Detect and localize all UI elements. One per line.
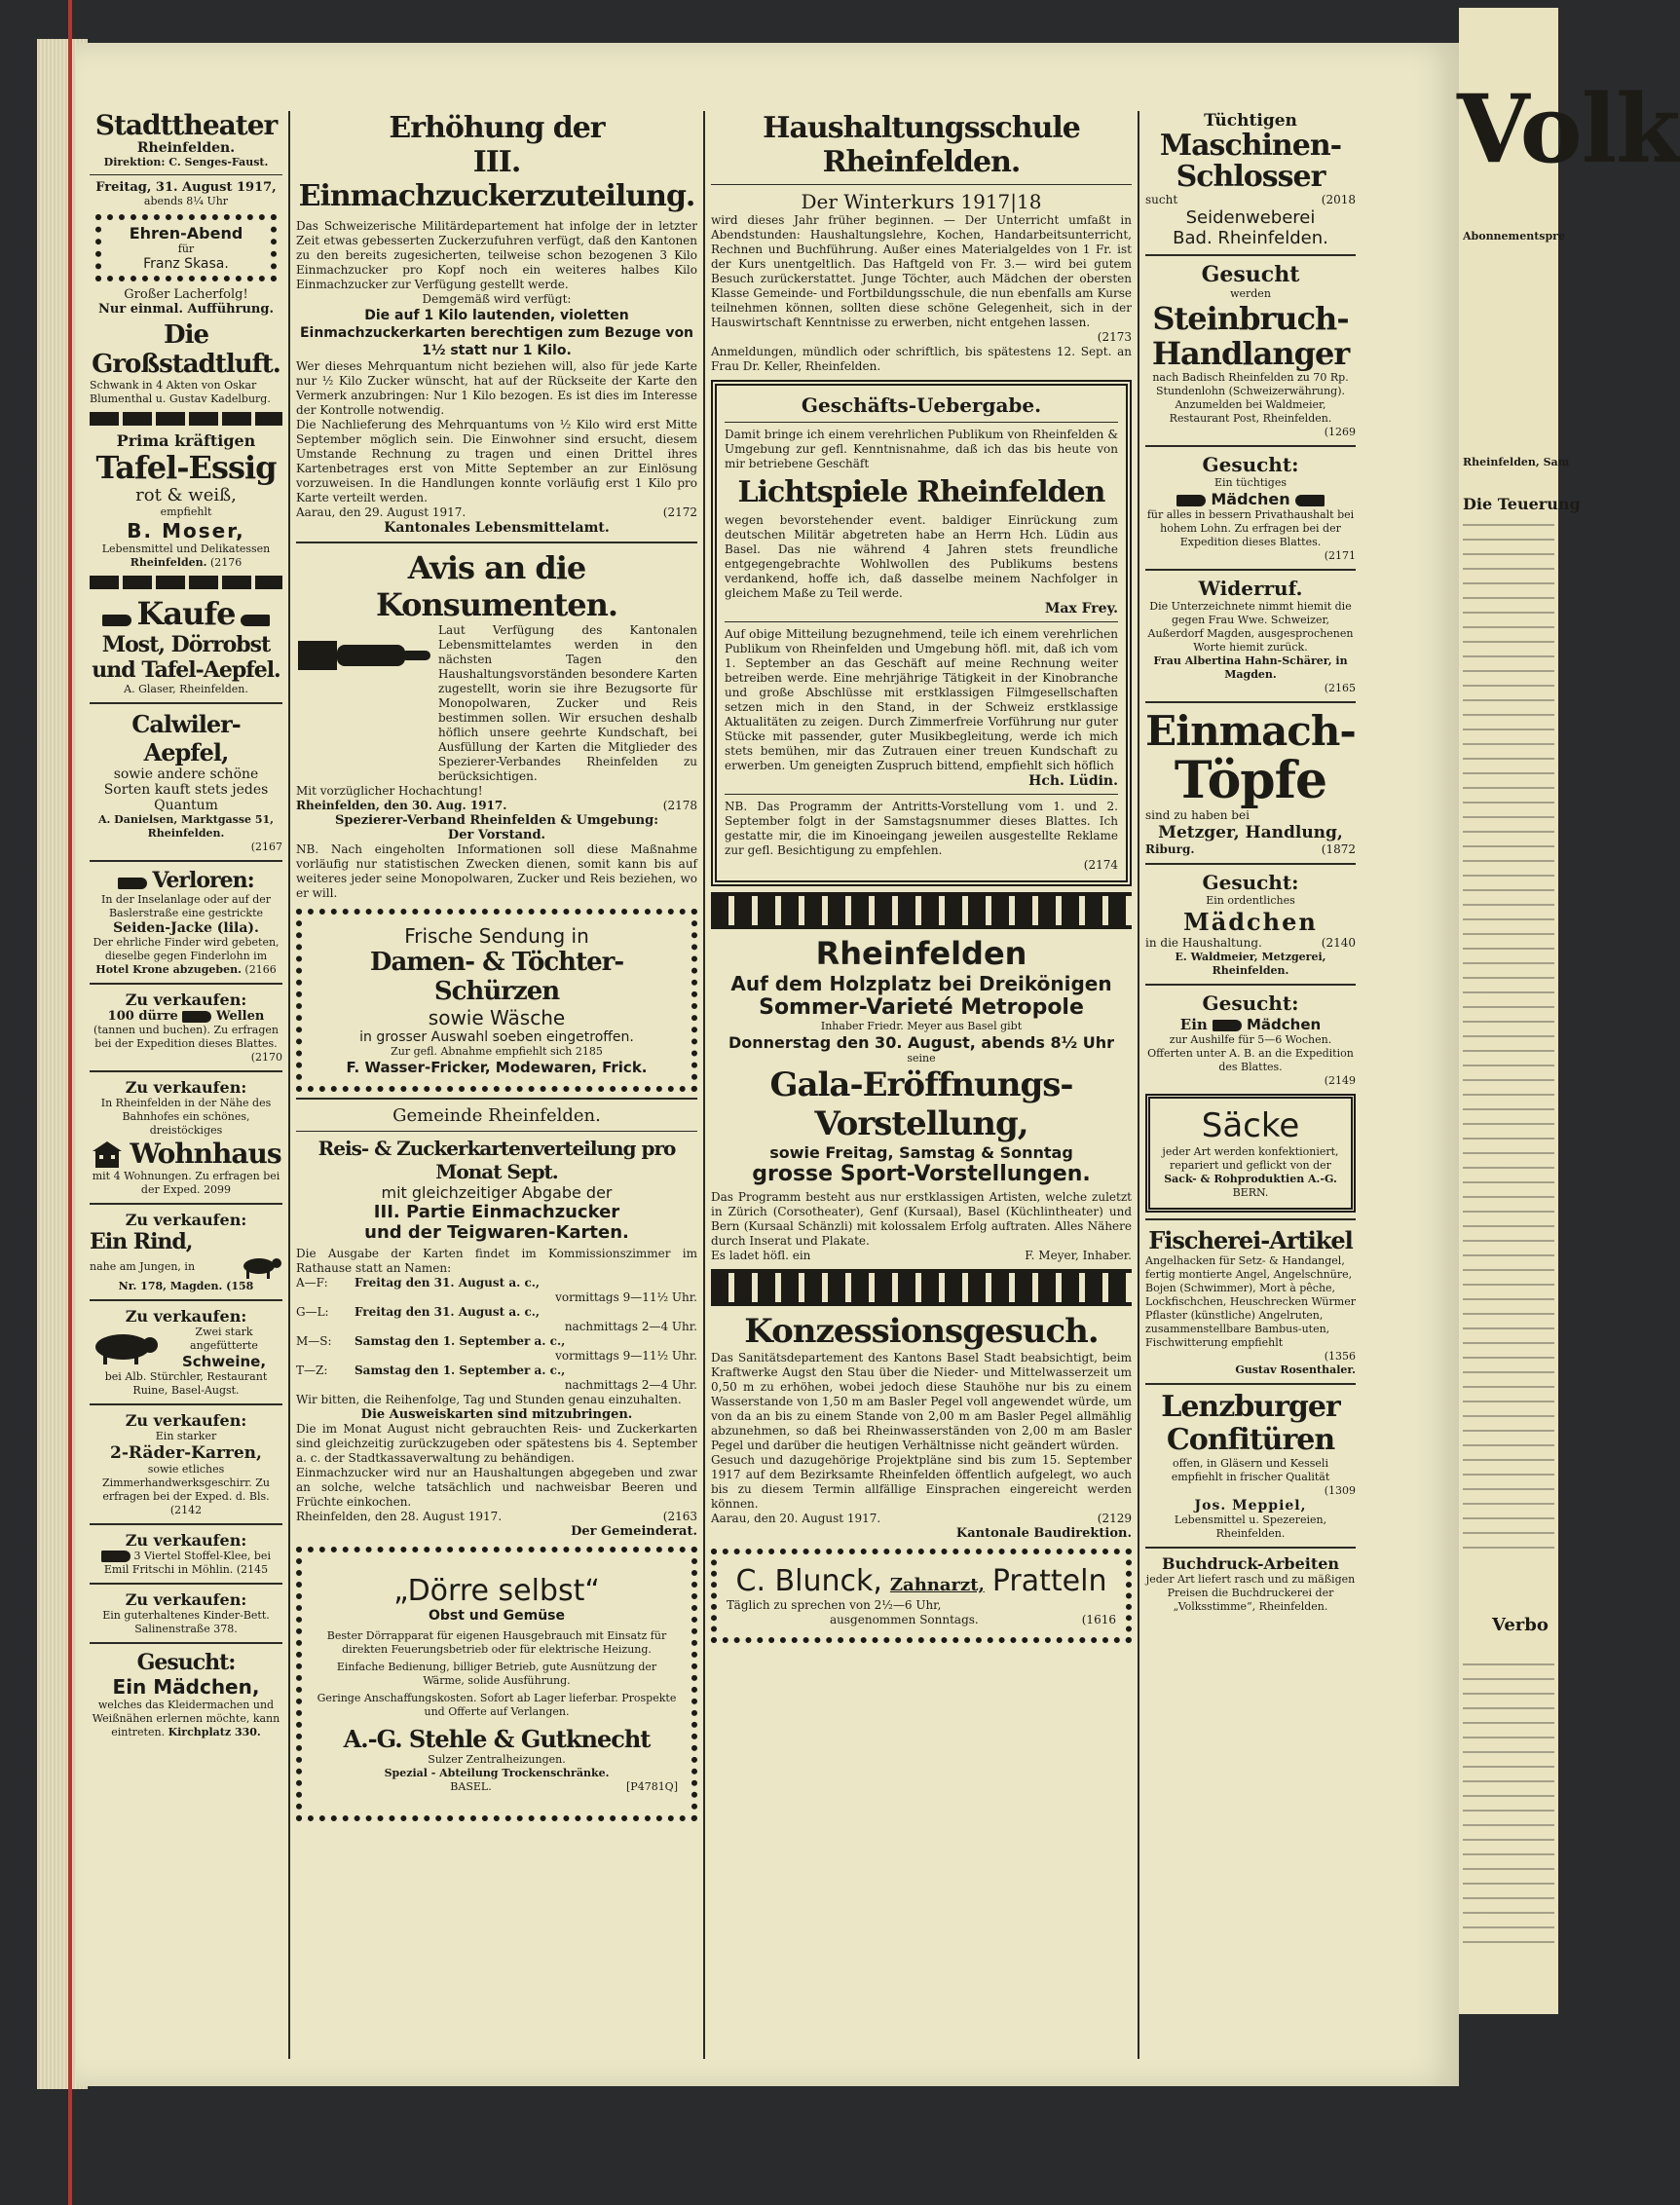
blunck-city: Pratteln [991, 1564, 1107, 1598]
column-2 [296, 111, 697, 2059]
topf-5: Riburg. [1145, 842, 1195, 856]
gu-sign-2: Hch. Lüdin. [1028, 773, 1118, 789]
druck-title: Buchdruck-Arbeiten [1161, 1554, 1340, 1573]
calwiler-name: A. Danielsen, Marktgasse 51, Rheinfelden. [97, 813, 275, 840]
newspaper-page [76, 43, 1459, 2086]
gem-p1: Die Ausgabe der Karten findet im Kommissionszimmer im Rathause statt an Namen: [296, 1247, 697, 1275]
zucker-title-2: III. Einmachzuckerzuteilung. [298, 145, 695, 213]
vk2-no: 2099 [204, 1183, 232, 1196]
konzession-notice [711, 1312, 1132, 1541]
einmal-text: Nur einmal. Aufführung. [97, 302, 275, 317]
schedule-day: Freitag den 31. August a. c., [355, 1276, 541, 1289]
gesucht-item: Ein Mädchen, [112, 1675, 260, 1699]
sack-text: jeder Art werden konfektioniert, repariert und geflickt von der [1162, 1145, 1339, 1172]
vk3-title: Zu verkaufen: [125, 1211, 247, 1229]
ms-no: (2018 [1321, 193, 1356, 206]
vk4-title: Zu verkaufen: [125, 1307, 247, 1326]
fischerei-ad [1145, 1226, 1356, 1377]
schedule-day: Samstag den 1. September a. c., [355, 1334, 566, 1348]
g1-1: Ein tüchtiges [1213, 476, 1287, 489]
column-rule [288, 111, 290, 2059]
schuerzen-line2: Damen- & Töchter-Schürzen [369, 948, 624, 1006]
rh-line4: Donnerstag den 30. August, abends 8½ Uhr [728, 1033, 1114, 1052]
g3-3: zur Aushilfe für 5—6 Wochen. Offerten unter A. B. an die Expedition des Blattes. [1147, 1033, 1354, 1073]
pointing-hand-icon [101, 1551, 131, 1562]
schedule-row [296, 1334, 697, 1364]
topf-2: Töpfe [1174, 751, 1327, 810]
fisch-name: Gustav Rosenthaler. [1235, 1364, 1356, 1376]
doerre-ad [296, 1547, 697, 1821]
vk5-item: 2-Räder-Karren, [110, 1443, 262, 1463]
next-page-label-3: Die Teuerung [1463, 495, 1581, 513]
gu-p2: wegen bevorstehender event. baldiger Einrückung zum deutschen Militär abgetreten habe an Herrn Hch. Lüdin aus Basel. Das nie während 4 Jahren stets freundliche entgegengebrachte Wohlwollen des Publikums bestens verdankend, hoffe ich, daß dasselbe meinem Nachfolger in gleichem Maße zu Teil werde. [725, 513, 1118, 600]
druck-text: jeder Art liefert rasch und zu mäßigen Preisen die Buchdruckerei der „Volksstimme“, Rheinfelden. [1145, 1573, 1356, 1613]
essig-line4: empfiehlt [160, 505, 212, 518]
calwiler-text: sowie andere schöne Sorten kauft stets jedes Quantum [103, 766, 269, 813]
schedule-range: M—S: [296, 1334, 332, 1348]
konz-p1: Das Sanitätsdepartement des Kantons Basel Stadt beabsichtigt, beim Kraftwerke Augst den Stau über die Nieder- und Mittelwasserzeit um 0,50 m zu erhöhen, wobei jedoch diese Stauhöhe nur bis zu einem Wasserstande von 1,50 m am Basler Pegel voll angewendet würde, um von da an bis zu einem Stande von 2,00 m am Basler Pegel allmählig abzunehmen, so daß bei Rheinwasserständen von 2,00 m am Basler Pegel und darüber die heutigen Verhältnisse nicht geändert würden. [711, 1351, 1132, 1452]
rh-line7: sowie Freitag, Samstag & Sonntag [769, 1143, 1073, 1162]
rh-p2: Es ladet höfl. ein [711, 1249, 811, 1262]
gem-p5: Einmachzucker wird nur an Haushaltungen abgegeben und zwar an solche, welche tatsächlich und nachweisbar Beeren und Früchte einkochen. [296, 1466, 697, 1509]
sack-firm: Sack- & Rohproduktien A.-G. [1164, 1173, 1337, 1185]
sack-title: Säcke [1201, 1106, 1300, 1145]
kaufe-title: Kaufe [136, 595, 236, 632]
theater-time: abends 8¼ Uhr [143, 195, 229, 207]
vk1-item2: Wellen [215, 1009, 265, 1024]
lacherfolg: Großer Lacherfolg! [124, 287, 248, 302]
blunck-title: Zahnarzt, [889, 1575, 985, 1595]
pointing-hand-icon [241, 615, 270, 626]
verloren-ad [90, 868, 282, 977]
gesucht-addr: Kirchplatz 330. [168, 1726, 261, 1738]
blunck-p1: Täglich zu sprechen von 2½—6 Uhr, [727, 1598, 942, 1612]
rh-line3: Inhaber Friedr. Meyer aus Basel gibt [820, 1020, 1023, 1032]
gu-no: (2174 [1083, 858, 1118, 872]
st-3: Steinbruch- [1152, 300, 1349, 337]
doerre-p2: Einfache Bedienung, billiger Betrieb, gute Ausnützung der Wärme, solide Ausführung. [336, 1661, 657, 1687]
vk2-text: In Rheinfelden in der Nähe des Bahnhofes ein schönes, dreistöckiges [100, 1097, 272, 1137]
konz-no: (2129 [1097, 1512, 1132, 1525]
schuerzen-no: 2185 [575, 1045, 603, 1058]
confitueren-ad [1145, 1391, 1356, 1541]
pointing-hand-icon [1213, 1020, 1242, 1031]
doerre-p1: Bester Dörrapparat für eigenen Hausgebrauch mit Einsatz für direkten Feuerungsbetrieb oder für elektrische Heizung. [326, 1629, 667, 1656]
vk3-text: nahe am Jungen, in [90, 1260, 196, 1273]
essig-ad [90, 431, 282, 570]
schuerzen-ad [296, 909, 697, 1092]
topf-4: Metzger, Handlung, [1158, 823, 1343, 842]
column-1 [90, 111, 282, 2059]
zucker-p1: Das Schweizerische Militärdepartement hat infolge der in letzter Zeit etwas gebesserten Zuckerzufuhren verfügt, daß den Kantonen zu den bereits zugesicherten, teilweise schon bezogenen 3 Kilo Einmachzucker pro Kopf noch ein weiteres halbes Kilo Einmachzucker zur Verfügung gestellt werde. [296, 219, 697, 291]
gem-h2: mit gleichzeitiger Abgabe der [381, 1183, 613, 1202]
ornament-bar [90, 576, 282, 589]
rh-line1: Auf dem Holzplatz bei Dreikönigen [730, 972, 1112, 995]
vk6-title: Zu verkaufen: [125, 1531, 247, 1550]
pointing-hand-icon [1295, 495, 1325, 506]
play-title: Die Großstadtluft. [92, 320, 280, 379]
conf-desc: Lebensmittel u. Spezereien, Rheinfelden. [1174, 1514, 1327, 1540]
steinbruch-ad [1145, 262, 1356, 439]
vk5-text: Ein starker [155, 1430, 217, 1442]
avis-no: (2178 [662, 799, 697, 812]
vk3-no: (158 [226, 1280, 254, 1292]
essig-line2: Tafel-Essig [95, 449, 277, 486]
schuerzen-line5: Zur gefl. Abnahme empfiehlt sich [391, 1045, 573, 1058]
g1-no: (2171 [1324, 549, 1356, 562]
konz-sign: Kantonale Baudirektion. [955, 1526, 1132, 1541]
kaufe-ad [90, 595, 282, 696]
schuerzen-line4: in grosser Auswahl soeben eingetroffen. [359, 1029, 634, 1045]
topf-1: Einmach- [1145, 707, 1356, 755]
theater-title: Stadttheater [94, 109, 278, 141]
pointing-hand-icon [1176, 495, 1206, 506]
schedule-time: nachmittags 2—4 Uhr. [564, 1320, 697, 1333]
rh-title: Rheinfelden [815, 935, 1027, 972]
g1-2: Mädchen [1211, 490, 1290, 508]
verloren-no: (2166 [244, 963, 277, 976]
vk3-addr: Nr. 178, Magden. [118, 1280, 223, 1292]
gem-h3: III. Partie Einmachzucker [373, 1202, 620, 1222]
schuerzen-line1: Frische Sendung in [404, 924, 589, 948]
next-page-label-4: Verbo [1492, 1615, 1549, 1635]
conf-1: Lenzburger [1161, 1390, 1340, 1424]
schedule-time: vormittags 9—11½ Uhr. [555, 1349, 697, 1363]
blunck-no: (1616 [1081, 1613, 1116, 1626]
theater-ad [90, 111, 282, 406]
column-4 [1145, 111, 1356, 2059]
wid-text: Die Unterzeichnete nimmt hiemit die gegen Frau Wwe. Schweizer, Außerdorf Magden, ausgesprochenen Worte hiemit zurück. [1147, 600, 1354, 654]
conf-name: Jos. Meppiel, [1194, 1498, 1307, 1514]
zucker-p2: Demgemäß wird verfügt: [422, 292, 572, 306]
calwiler-ad [90, 710, 282, 854]
saecke-ad [1145, 1094, 1356, 1213]
g2-4: E. Waldmeier, Metzgerei, [1175, 951, 1326, 963]
vk2-item: Wohnhaus [130, 1138, 281, 1170]
essig-name: B. Moser, [127, 519, 245, 542]
conf-3: offen, in Gläsern und Kesseli empfiehlt in frischer Qualität [1171, 1457, 1330, 1483]
sack-city: BERN. [1232, 1186, 1269, 1199]
cow-icon [238, 1254, 282, 1280]
vk5-text2: sowie etliches Zimmerhandwerksgeschirr. Zu erfragen bei der Exped. d. Bls. [101, 1463, 271, 1503]
schedule-row [296, 1276, 697, 1305]
ornament-bar [711, 892, 1132, 929]
rh-sign: F. Meyer, Inhaber. [1025, 1249, 1132, 1262]
g2-3: in die Haushaltung. [1145, 936, 1262, 950]
schedule-time: nachmittags 2—4 Uhr. [564, 1378, 697, 1392]
conf-no: (1309 [1324, 1484, 1356, 1497]
gu-p3: Auf obige Mitteilung bezugnehmend, teile ich einem verehrlichen Publikum von Rheinfelden und Umgebung höfl. mit, daß ich vom 1. September an das Geschäft auf meine Rechnung weiter betreiben werde. Eine mehrjährige Tätigkeit in der Kinobranche und große Abschlüsse mit erstklassigen Filmgesellschaften setzen mich in den Stand, in der Schweiz erstklassige Aktualitäten zu zeigen. Durch Zimmerfreie Vorführung nur guter Stücke mit passender, guter Musikbegleitung, werde ich mich stets bemühen, mir das Zutrauen einer treuen Kundschaft zu erwerben. Um geneigten Zuspruch bittend, empfiehlt sich höflich [725, 627, 1118, 772]
haus-p1: wird dieses Jahr früher beginnen. — Der Unterricht umfaßt in Abendstunden: Haushaltungslehre, Kochen, Handarbeitsunterricht, Rechnen und Buchführung. Außer eines Materialgeldes von 1 Fr. ist der Kurs unentgeltlich. Das Haftgeld von Fr. 3.— wird bei gutem Besuch zurückerstattet. Junge Töchter, auch Mädchen der obersten Klasse Gemeinde- und Fortbildungsschule, die nun ebenfalls am Kurse teilnehmen können, sollten diese schöne Gelegenheit, sich in der Hauswirtschaft Kenntnisse zu erwerben, nicht entgehen lassen. [711, 213, 1132, 329]
vk7-title: Zu verkaufen: [125, 1590, 247, 1609]
schedule-range: A—F: [296, 1276, 328, 1289]
g2-5: Rheinfelden. [1212, 964, 1289, 977]
zucker-p3: Die auf 1 Kilo lautenden, violetten Einmachzuckerkarten berechtigen zum Bezuge von 1½ statt nur 1 Kilo. [299, 308, 694, 358]
avis-nb: NB. Nach eingeholten Informationen soll diese Maßnahme vorläufig nur statistischen Zwecken dienen, somit kann bis auf weiteres jeder seine Monopolwaren, Zucker und Reis beziehen, wo er will. [296, 842, 697, 900]
g2-title: Gesucht: [1202, 871, 1299, 894]
rh-line5: seine [907, 1052, 936, 1065]
schedule-range: T—Z: [296, 1364, 328, 1377]
zucker-notice [296, 111, 697, 536]
kaufe-name: A. Glaser, Rheinfelden. [124, 683, 248, 695]
verloren-place: Hotel Krone abzugeben. [95, 963, 242, 976]
rheinfelden-variete-ad [711, 935, 1132, 1263]
bookmark-ribbon [68, 0, 72, 2205]
fisch-title: Fischerei-Artikel [1148, 1226, 1353, 1254]
next-page-masthead: Volk [1457, 74, 1680, 184]
vk7-text: Ein guterhaltenes Kinder-Bett. Salinenstraße 378. [102, 1609, 270, 1635]
next-page-label-1: Abonnementspre [1463, 230, 1565, 243]
theater-place: Rheinfelden. [136, 140, 236, 156]
pointing-hand-icon [296, 623, 432, 682]
avis-title: Avis an die Konsumenten. [375, 549, 618, 623]
gemeinde-notice [296, 1105, 697, 1539]
g2-2: Mädchen [1183, 908, 1318, 936]
wid-title: Widerruf. [1198, 577, 1303, 600]
rh-line2: Sommer-Varieté Metropole [759, 995, 1084, 1020]
verloren-title: Verloren: [152, 868, 254, 893]
doerre-no: [P4781Q] [626, 1780, 678, 1793]
zucker-sign: Kantonales Lebensmittelamt. [384, 520, 610, 536]
konz-title: Konzessionsgesuch. [744, 1312, 1099, 1351]
conf-2: Confitüren [1166, 1423, 1335, 1457]
pointing-hand-icon [118, 878, 147, 889]
next-page-label-2: Rheinfelden, Sam [1463, 456, 1570, 468]
vk4-text2: bei Alb. Stürchler, Restaurant Ruine, Basel-Augst. [104, 1370, 268, 1397]
vk5-no: (2142 [169, 1504, 203, 1516]
verkauf-2-ad [90, 1078, 282, 1197]
rh-line8: grosse Sport-Vorstellungen. [752, 1162, 1091, 1186]
g3-1: Ein [1179, 1016, 1208, 1033]
einmachtoepfe-ad [1145, 709, 1356, 857]
ms-2: Maschinen- [1159, 129, 1342, 163]
widerruf-ad [1145, 577, 1356, 695]
topf-no: (1872 [1321, 842, 1356, 856]
schedule-range: G—L: [296, 1305, 329, 1319]
blunck-p2: ausgenommen Sonntags. [830, 1613, 979, 1626]
theater-direction: Direktion: C. Senges-Faust. [103, 156, 269, 168]
doerre-f3: Spezial - Abteilung Trockenschränke. [384, 1767, 610, 1779]
gem-date: Rheinfelden, den 28. August 1917. [296, 1510, 503, 1523]
rh-line6: Gala-Eröffnungs-Vorstellung, [769, 1065, 1073, 1143]
haus-p2: Anmeldungen, mündlich oder schriftlich, bis spätestens 12. Sept. an Frau Dr. Keller, Rheinfelden. [711, 345, 1132, 373]
zucker-p5: Die Nachlieferung des Mehrquantums von ½ Kilo wird erst Mitte September möglich sein. Die Einwohner sind ersucht, diesem Umstande Rechnung zu tragen und einen Drittel ihres Kartenbetrages erst von Mitte September an zur Einlösung vorzuweisen. In die Handlungen konnte vorläufig erst 1 Kilo pro Karte verteilt werden. [296, 418, 697, 505]
st-no: (1269 [1324, 426, 1356, 438]
column-rule [703, 111, 705, 2059]
g1-title: Gesucht: [1202, 453, 1299, 476]
st-4: Handlanger [1151, 335, 1350, 372]
avis-date: Rheinfelden, den 30. Aug. 1917. [296, 799, 507, 812]
play-desc: Schwank in 4 Akten von Oskar Blumenthal u. Gustav Kadelburg. [90, 379, 271, 405]
g2-no: (2140 [1321, 936, 1356, 950]
gem-h4: und der Teigwaren-Karten. [364, 1222, 629, 1243]
calwiler-no: (2167 [250, 841, 282, 853]
kaufe-items: Most, Dörrobst und Tafel-Aepfel. [92, 632, 280, 683]
ehren-title: Ehren-Abend [129, 224, 243, 243]
doerre-firm: A.-G. Stehle & Gutknecht [343, 1725, 651, 1753]
avis-notice [296, 549, 697, 901]
haus-sub: Der Winterkurs 1917|18 [801, 190, 1042, 213]
ehren-name: Franz Skasa. [143, 256, 229, 272]
house-icon [91, 1140, 124, 1169]
ms-6: Bad. Rheinfelden. [1173, 228, 1328, 248]
konz-p2: Gesuch und dazugehörige Projektpläne sind bis zum 15. September 1917 auf dem Bezirksamte Rheinfelden öffentlich aufgelegt, wo auch bis zu diesem Termin allfällige Einsprachen eingereicht werden können. [711, 1453, 1132, 1511]
avis-sign-1: Spezierer-Verband Rheinfelden & Umgebung: [334, 813, 658, 828]
gesucht-ad [90, 1650, 282, 1739]
essig-desc: Lebensmittel und Delikatessen [101, 542, 271, 555]
doerre-title: „Dörre selbst“ [393, 1574, 600, 1608]
verkauf-3-ad [90, 1211, 282, 1293]
st-2: werden [1230, 287, 1271, 300]
vk2-title: Zu verkaufen: [125, 1078, 247, 1097]
vk4-text: Zwei stark angefütterte [190, 1326, 258, 1352]
gem-sign: Der Gemeinderat. [571, 1524, 697, 1539]
schuerzen-line3: sowie Wäsche [428, 1006, 566, 1029]
wid-sign: Frau Albertina Hahn-Schärer, in Magden. [1153, 654, 1348, 681]
topf-3: sind zu haben bei [1145, 808, 1250, 822]
verloren-text: In der Inselanlage oder auf der Baslerstraße eine gestrickte [100, 893, 272, 919]
avis-sign-2: Der Vorstand. [447, 828, 546, 842]
gem-h1: Reis- & Zuckerkartenverteilung pro Monat Sept. [317, 1137, 676, 1183]
g3-no: (2149 [1324, 1074, 1356, 1087]
ehren-fuer: für [177, 243, 195, 255]
verkauf-4-ad [90, 1307, 282, 1398]
haus-title: Haushaltungsschule Rheinfelden. [763, 111, 1080, 179]
schedule-row [296, 1364, 697, 1393]
fisch-text: Angelhacken für Setz- & Handangel, fertig montierte Angel, Angelschnüre, Bojen (Schwimmer), Mort à pêche, Lockfischchen, Heuschrecken Würmer Pflaster (künstliche) Angelruten, zusammenstellbare Bambus-uten, Fischwitterung empfiehlt [1145, 1254, 1356, 1349]
column-3 [711, 111, 1132, 2059]
gu-sign-1: Max Frey. [1044, 601, 1118, 617]
essig-line3: rot & weiß, [135, 485, 237, 505]
column-rule [1138, 111, 1139, 2059]
pointing-hand-icon [102, 615, 131, 626]
doerre-city: BASEL. [450, 1780, 492, 1793]
next-page-text-lines [1463, 1663, 1554, 1956]
doerre-p3: Geringe Anschaffungskosten. Sofort ab Lager lieferbar. Prospekte und Offerte auf Verlangen. [317, 1692, 677, 1718]
vk4-item: Schweine, [181, 1353, 267, 1370]
doerre-sub: Obst und Gemüse [428, 1608, 566, 1624]
ms-1: Tüchtigen [1204, 111, 1297, 131]
st-1: Gesucht [1201, 262, 1300, 287]
gem-p3: Die Ausweiskarten sind mitzubringen. [360, 1407, 633, 1422]
doerre-f2: Sulzer Zentralheizungen. [428, 1753, 566, 1766]
pig-icon [90, 1329, 162, 1366]
fisch-no: (1356 [1324, 1350, 1356, 1363]
zucker-date: Aarau, den 29. August 1917. [296, 505, 467, 519]
verkauf-7-ad [90, 1590, 282, 1636]
verloren-text2: Der ehrliche Finder wird gebeten, dieselbe gegen Finderlohn im [93, 936, 280, 962]
next-page-text-lines [1463, 524, 1554, 1556]
verkauf-5-ad [90, 1411, 282, 1517]
gesucht-title: Gesucht: [136, 1650, 236, 1675]
vk1-text: (tannen und buchen). Zu erfragen bei der Expedition dieses Blattes. [93, 1024, 279, 1050]
vk1-no: (2170 [250, 1051, 282, 1064]
zucker-p4: Wer dieses Mehrquantum nicht beziehen will, also für jede Karte nur ½ Kilo Zucker wünscht, hat auf der Rückseite der Karte den Vermerk anzubringen: Nur 1 Kilo bezogen. Es ist dies im Interesse der Kontrolle notwendig. [296, 359, 697, 417]
schedule-time: vormittags 9—11½ Uhr. [555, 1290, 697, 1304]
avis-gruss: Mit vorzüglicher Hochachtung! [296, 784, 483, 798]
geschaeft-ad [711, 380, 1132, 886]
avis-p1: Laut Verfügung des Kantonalen Lebensmittelamtes werden in den nächsten Tagen den Haushaltungsvorständen besondere Karten zugestellt, worin sie ihre Bezugsorte für Monopolwaren, Zucker und Reis bestimmen sollen. Wir ersuchen deshalb höflich unsere geehrte Kundschaft, bei Ausfüllung der Karten die Mitglieder des Spezierer-Verbandes Rheinfelden zu berücksichtigen. [438, 623, 697, 783]
gu-title: Geschäfts-Uebergabe. [801, 393, 1042, 417]
zucker-no: (2172 [662, 505, 697, 519]
pointing-hand-icon [182, 1011, 211, 1023]
gesucht-1-ad [1145, 453, 1356, 563]
schedule-row [296, 1305, 697, 1334]
verkauf-6-ad [90, 1531, 282, 1577]
schedule-day: Freitag den 31. August a. c., [355, 1305, 541, 1319]
g3-2: Mädchen [1247, 1016, 1322, 1033]
zucker-title-1: Erhöhung der [389, 111, 605, 145]
buchdruck-ad [1145, 1554, 1356, 1614]
vk1-item: 100 dürre [107, 1009, 178, 1024]
haushalt-notice [711, 111, 1132, 374]
vk3-item: Ein Rind, [90, 1229, 193, 1254]
theater-date: Freitag, 31. August 1917, [95, 180, 277, 195]
schedule-day: Samstag den 1. September a. c., [355, 1364, 566, 1377]
gu-name: Lichtspiele Rheinfelden [737, 475, 1105, 509]
g3-title: Gesucht: [1202, 991, 1299, 1015]
haus-no: (2173 [1097, 330, 1132, 344]
ms-5: Seidenweberei [1185, 207, 1316, 228]
vk2-text2: mit 4 Wohnungen. Zu erfragen bei der Exped. [92, 1170, 280, 1196]
gu-p1: Damit bringe ich einem verehrlichen Publikum von Rheinfelden & Umgebung zur gefl. Kenntnisnahme, daß ich das bis heute von mir betriebene Geschäft [725, 428, 1118, 470]
essig-no: (2176 [209, 556, 243, 569]
wid-no: (2165 [1324, 682, 1356, 694]
schuerzen-name: F. Wasser-Fricker, Modewaren, Frick. [346, 1059, 648, 1076]
vk6-no: (2145 [236, 1563, 269, 1576]
gesucht-text: welches das Kleidermachen und Weißnähen erlernen möchte, kann eintreten. [92, 1699, 280, 1738]
ornament-bar [90, 412, 282, 426]
konz-date: Aarau, den 20. August 1917. [711, 1512, 881, 1525]
vk1-title: Zu verkaufen: [125, 990, 247, 1009]
verloren-item: Seiden-Jacke (lila). [113, 920, 259, 936]
essig-place: Rheinfelden. [130, 556, 207, 569]
blunck-ad [711, 1549, 1132, 1643]
calwiler-title: Calwiler-Aepfel, [131, 710, 241, 766]
blunck-name: C. Blunck, [735, 1564, 882, 1598]
gem-p2: Wir bitten, die Reihenfolge, Tag und Stunden genau einzuhalten. [296, 1393, 682, 1406]
gem-p4: Die im Monat August nicht gebrauchten Reis- und Zuckerkarten sind gleichzeitig zurückzugeben oder spätestens bis 4. September a. c. der Stadtkassaverwaltung zu behändigen. [296, 1422, 697, 1465]
gem-no: (2163 [662, 1510, 697, 1523]
essig-line1: Prima kräftigen [116, 431, 256, 450]
gesucht-3-ad [1145, 991, 1356, 1088]
vk5-title: Zu verkaufen: [125, 1411, 247, 1430]
ornament-bar [711, 1269, 1132, 1306]
vk6-text: 3 Viertel Stoffel-Klee, bei Emil Fritschi in Möhlin. [103, 1550, 271, 1576]
ms-4: sucht [1145, 193, 1178, 206]
gu-nb: NB. Das Programm der Antritts-Vorstellung vom 1. und 2. September folgt in der Samstagsnummer dieses Blattes. Ich gestatte mir, die im Kinoeingang jeweilen ausgestellte Reklame zur gefl. Besichtigung zu empfehlen. [725, 800, 1118, 857]
gem-schedule [296, 1276, 697, 1393]
verkauf-1-ad [90, 990, 282, 1065]
st-5: nach Badisch Rheinfelden zu 70 Rp. Stundenlohn (Schweizerwährung). Anzumelden bei Waldmeier, Restaurant Post, Rheinfelden. [1152, 371, 1349, 425]
schlosser-ad [1145, 111, 1356, 248]
next-page-edge [1457, 8, 1680, 2014]
gem-title: Gemeinde Rheinfelden. [392, 1105, 601, 1126]
g2-1: Ein ordentliches [1206, 894, 1295, 907]
ms-3: Schlosser [1176, 160, 1325, 194]
rh-p1: Das Programm besteht aus nur erstklassigen Artisten, welche zuletzt in Zürich (Corsotheater), Genf (Kursaal), Basel (Küchlintheater) und Bern (Kursaal Schänzli) mit kolossalem Erfolg auftraten. Alles Nähere durch Inserat und Plakate. [711, 1190, 1132, 1248]
g1-3: für alles in bessern Privathaushalt bei hohem Lohn. Zu erfragen bei der Expedition dieses Blattes. [1146, 508, 1355, 548]
gesucht-2-ad [1145, 871, 1356, 978]
